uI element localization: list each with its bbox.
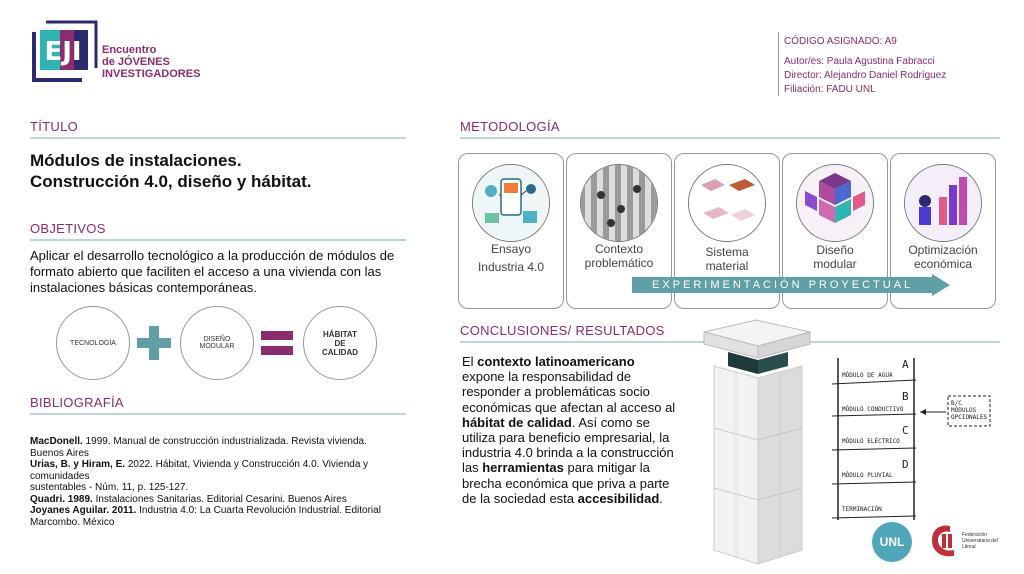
circle-tecnologia-label: TECNOLOGÍA (70, 339, 116, 347)
card-label-line1: Contexto (594, 242, 644, 256)
concl-text: El (462, 354, 478, 369)
assigned-code: CÓDIGO ASIGNADO: A9 (784, 36, 897, 47)
concl-bold: contexto latinoamericano (477, 354, 635, 369)
equals-icon-bar2 (261, 346, 293, 355)
module-sketch (824, 350, 1000, 526)
circle-habitat-l1: HÁBITAT (323, 329, 357, 339)
sketch-label-d: D (902, 458, 909, 471)
objetivos-text: Aplicar el desarrollo tecnológico a la producción de módulos de formato abierto que faciliten el acceso a una vivienda con las instalaciones básicas contemporáneas. (30, 248, 395, 295)
card-label-line2: modular (813, 257, 857, 271)
card-label-line1: Ensayo (490, 242, 532, 256)
bib-entry (30, 505, 400, 528)
circle-habitat-label (322, 330, 358, 357)
bibliography-list (30, 436, 400, 528)
bib-entry (30, 459, 400, 482)
sketch-module-electric: MÓDULO ELÉCTRICO (842, 438, 900, 445)
circle-diseno-l1: DISEÑO (203, 336, 231, 343)
page-title (30, 150, 312, 192)
metodologia-rule (460, 137, 1000, 139)
sketch-module-water: MÓDULO DE AGUA (842, 372, 893, 379)
bib-text: 2022. Hábitat, Vivienda y Construcción 4.0. Vivienda y comunidades (30, 459, 369, 482)
concl-text: expone la responsabilidad de responder a problemáticas socio económicas que afectan al acceso al (462, 369, 676, 415)
objetivos-heading: OBJETIVOS (30, 221, 106, 236)
bib-author: MacDonell. (30, 436, 83, 447)
equals-icon (261, 331, 293, 340)
bib-author: Quadri. 1989. (30, 493, 93, 505)
modular-cubes-icon (796, 164, 874, 242)
circle-tecnologia (56, 306, 130, 380)
bib-text-cont: sustentables - Núm. 11, p. 125-127. (30, 482, 189, 493)
method-card-ensayo (458, 153, 564, 309)
eji-logo (32, 20, 98, 82)
concl-bold: hábitat de calidad (462, 414, 572, 430)
card-label-line1: Sistema (705, 245, 749, 259)
sketch-label-b: B (902, 390, 909, 403)
bib-entry (30, 436, 400, 459)
card-label-line2: Industria 4.0 (477, 260, 545, 274)
conclusiones-text (462, 354, 680, 506)
bibliografia-rule (30, 413, 406, 415)
module-tower-image (698, 318, 814, 566)
objetivos-rule (30, 239, 406, 241)
conclusiones-heading: CONCLUSIONES/ RESULTADOS (460, 323, 665, 338)
titulo-heading: TÍTULO (30, 119, 79, 134)
sketch-label-c: C (902, 424, 909, 437)
concl-text: para mitigar la brecha económica que priva a parte de la sociedad esta (462, 460, 670, 506)
bib-author: Joyanes Aguilar. 2011. (30, 505, 137, 516)
concl-text: . Así como se utiliza para beneficio empresarial, la industria 4.0 brinda a la construcción las (462, 414, 674, 476)
concl-text: . (659, 490, 663, 506)
plus-icon (137, 338, 171, 348)
circle-diseno-label (199, 336, 234, 350)
logo-mark-text: EJI (44, 37, 82, 67)
arrow-head-icon (932, 274, 950, 296)
card-label-line1: Optimización (908, 243, 978, 257)
bib-author: Urias, B. y Hiram, E. (30, 459, 126, 470)
feu-logo-text: Federación Universitaria del Litoral (962, 532, 998, 550)
director: Director: Alejandro Daniel Rodríguez (784, 70, 947, 81)
card-label-line2: económica (913, 257, 973, 271)
bib-text: 1999. Manual de construcción industrializada. Revista vivienda. Buenos Aires (30, 436, 367, 459)
card-label-line2: material (705, 259, 749, 273)
sketch-optional-modules: B/C MÓDULOS OPCIONALES (951, 400, 988, 421)
circle-habitat-l3: CALIDAD (322, 347, 358, 357)
card-label-line1: Diseño (816, 243, 854, 257)
meta-divider (778, 32, 779, 96)
bib-text: Instalaciones Sanitarias. Editorial Cesarini. Buenos Aires (92, 493, 347, 505)
circle-habitat-l2: DE (334, 338, 346, 348)
author: Autor/es: Paula Agustina Fabracci (784, 56, 935, 67)
sketch-module-conductive: MÓDULO CONDUCTIVO (842, 406, 904, 413)
process-arrow-label: EXPERIMENTACIÓN PROYECTUAL (652, 279, 914, 291)
bib-entry (30, 494, 400, 506)
logo-line1: Encuentro (102, 44, 157, 56)
affiliation: Filiación: FADU UNL (784, 84, 876, 95)
unl-logo-text: UNL (879, 535, 905, 549)
circle-diseno-modular (180, 306, 254, 380)
card-label-line2: problemático (584, 256, 654, 270)
feu-logo-icon (928, 522, 960, 558)
logo-line2: de JÓVENES (102, 56, 170, 68)
materials-illustration-icon (688, 164, 766, 242)
sketch-module-pluvial: MÓDULO PLUVIAL (842, 472, 893, 479)
unl-logo (872, 522, 912, 562)
sketch-module-finish: TERMINACIÓN (842, 506, 882, 513)
title-line2: Construcción 4.0, diseño y hábitat. (30, 172, 312, 191)
concl-bold: accesibilidad (577, 490, 660, 506)
title-line1: Módulos de instalaciones. (30, 151, 242, 170)
titulo-rule (30, 137, 406, 139)
circle-diseno-l2: MODULAR (199, 343, 235, 350)
economy-illustration-icon (904, 164, 982, 242)
circle-habitat (303, 306, 377, 380)
crowd-illustration-icon (580, 164, 658, 242)
bibliografia-heading: BIBLIOGRAFÍA (30, 395, 124, 410)
logo-line3: INVESTIGADORES (102, 68, 201, 80)
sketch-label-a: A (902, 358, 909, 371)
metodologia-heading: METODOLOGÍA (460, 119, 560, 134)
concl-bold: herramientas (482, 460, 564, 476)
industry-illustration-icon (472, 164, 550, 242)
bib-text: Industria 4.0: La Cuarta Revolución Industrial. Editorial Marcombo. México (30, 505, 381, 528)
logo-wordmark (102, 44, 200, 80)
